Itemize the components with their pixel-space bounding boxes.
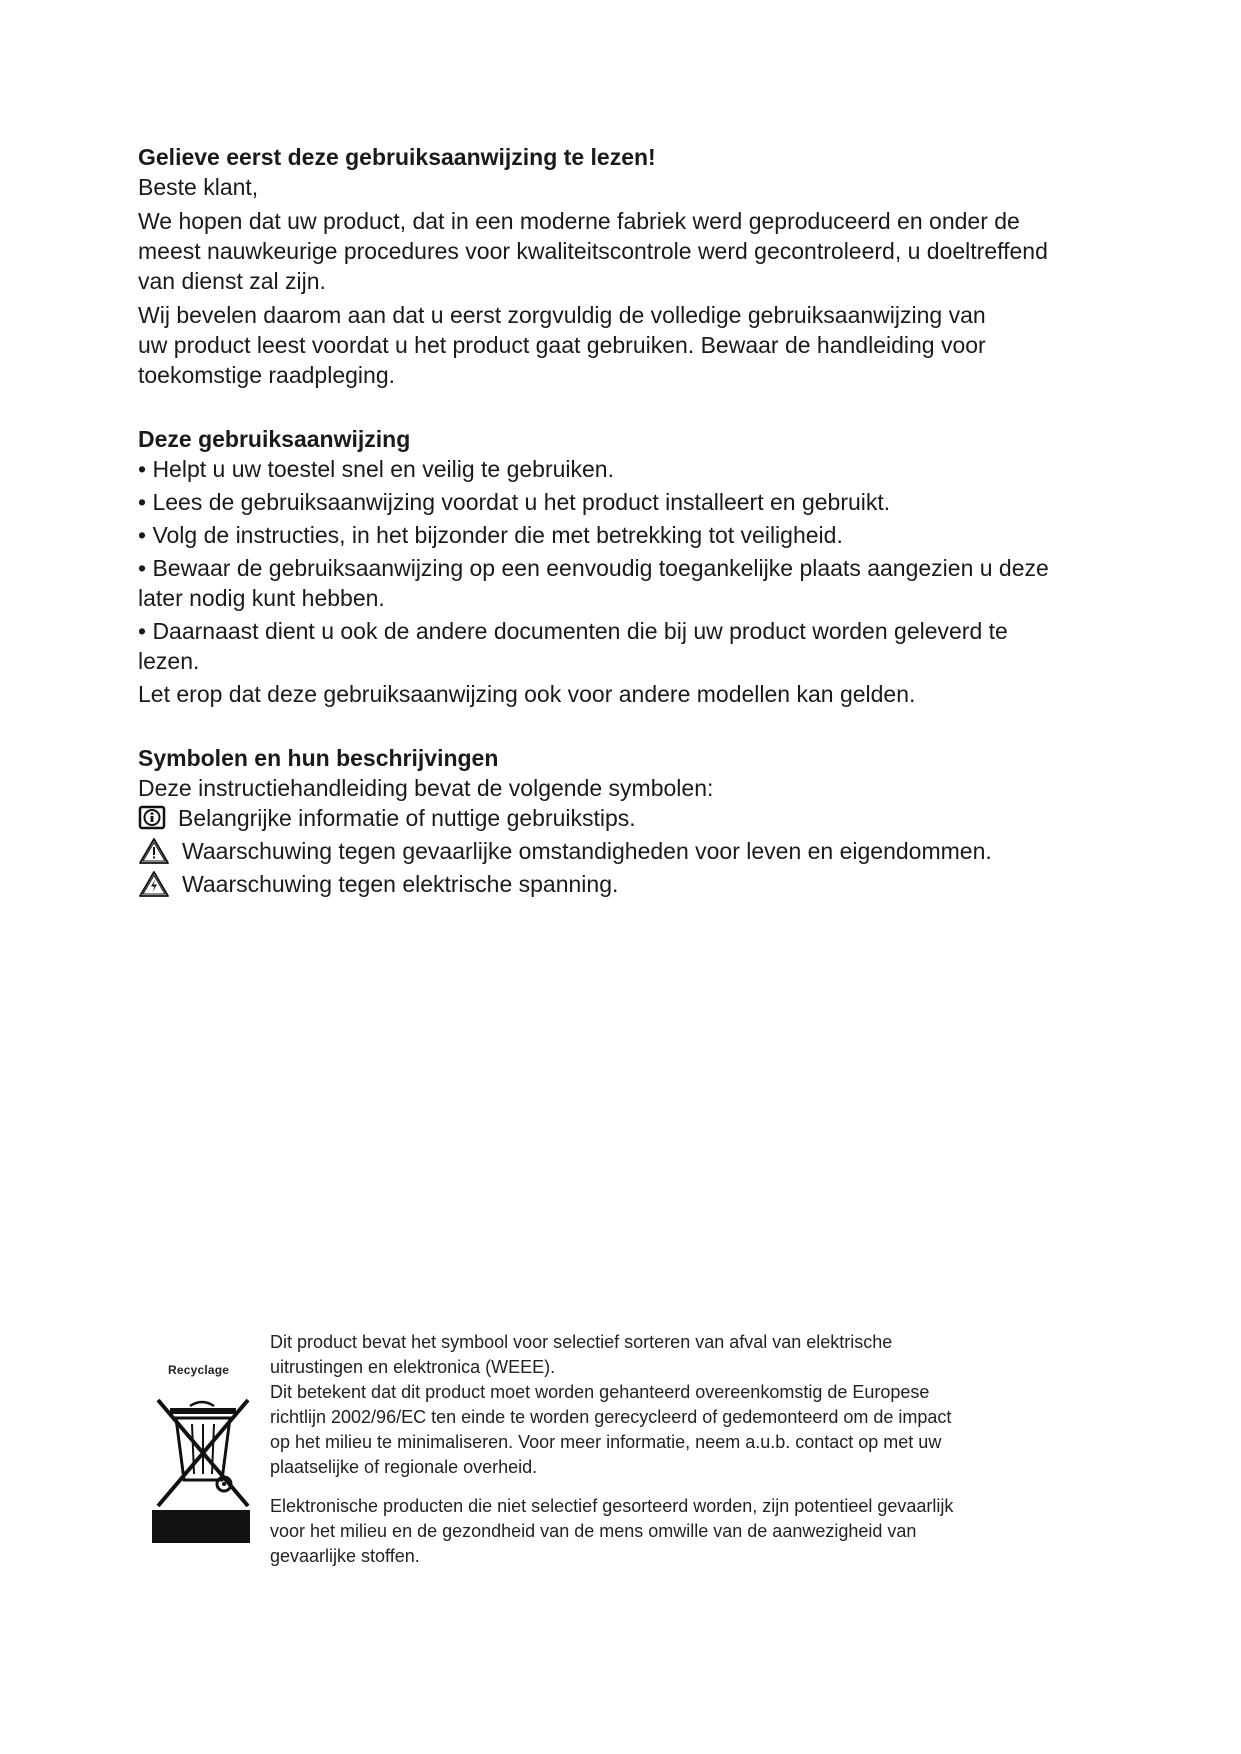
symbol-item-warning: [138, 836, 1118, 866]
recycle-text: [270, 1330, 1100, 1569]
symbol-item-info: [138, 803, 1118, 833]
recycle-section: [150, 1330, 1130, 1590]
text-line: Wij bevelen daarom aan dat u eerst zorgvuldig de volledige gebruiksaanwijzing van: [138, 302, 986, 328]
symbol-text: Waarschuwing tegen elektrische spanning.: [182, 871, 619, 897]
bullet-item: [138, 454, 1118, 484]
symbols-intro: Deze instructiehandleiding bevat de volgende symbolen:: [138, 775, 714, 801]
text-line: gevaarlijke stoffen.: [270, 1546, 420, 1566]
text-line: richtlijn 2002/96/EC ten einde te worden gerecycleerd of gedemonteerd om de impact: [270, 1407, 952, 1427]
text-line: voor het milieu en de gezondheid van de mens omwille van de aanwezigheid van: [270, 1521, 917, 1541]
text-line: later nodig kunt hebben.: [138, 585, 385, 611]
symbol-item-electric: [138, 869, 1118, 899]
main-content: [138, 142, 1118, 902]
manual-section: [138, 424, 1118, 709]
info-icon: [138, 804, 174, 832]
symbols-heading: Symbolen en hun beschrijvingen: [138, 745, 499, 771]
text-line: We hopen dat uw product, dat in een moderne fabriek werd geproduceerd en onder de: [138, 208, 1020, 234]
salutation: Beste klant,: [138, 174, 259, 200]
bullet-item: [138, 553, 1118, 613]
crossed-bin-icon: [150, 1360, 254, 1520]
bullet-item: [138, 487, 1118, 517]
text-line: • Volg de instructies, in het bijzonder die met betrekking tot veiligheid.: [138, 522, 843, 548]
text-line: uitrustingen en elektronica (WEEE).: [270, 1357, 556, 1377]
recycle-paragraph-3: [270, 1494, 1100, 1569]
text-line: meest nauwkeurige procedures voor kwaliteitscontrole werd gecontroleerd, u doeltreffend: [138, 238, 1048, 264]
manual-heading: Deze gebruiksaanwijzing: [138, 426, 411, 452]
bullet-item: [138, 616, 1118, 676]
manual-note: Let erop dat deze gebruiksaanwijzing ook voor andere modellen kan gelden.: [138, 681, 916, 707]
text-line: • Bewaar de gebruiksaanwijzing op een eenvoudig toegankelijke plaats aangezien u deze: [138, 555, 1049, 581]
text-line: uw product leest voordat u het product gaat gebruiken. Bewaar de handleiding voor: [138, 332, 986, 358]
intro-paragraph-1: [138, 206, 1118, 296]
symbols-section: [138, 743, 1118, 899]
text-line: plaatselijke of regionale overheid.: [270, 1457, 538, 1477]
intro-heading: Gelieve eerst deze gebruiksaanwijzing te lezen!: [138, 144, 656, 170]
text-line: Dit product bevat het symbool voor selectief sorteren van afval van elektrische: [270, 1332, 893, 1352]
weee-black-bar: [152, 1510, 250, 1543]
text-line: toekomstige raadpleging.: [138, 362, 395, 388]
text-line: van dienst zal zijn.: [138, 268, 326, 294]
text-line: • Daarnaast dient u ook de andere documenten die bij uw product worden geleverd te: [138, 618, 1008, 644]
symbol-text: Waarschuwing tegen gevaarlijke omstandigheden voor leven en eigendommen.: [182, 838, 992, 864]
bullet-item: [138, 520, 1118, 550]
text-line: Elektronische producten die niet selectief gesorteerd worden, zijn potentieel gevaarlijk: [270, 1496, 954, 1516]
recycle-paragraph-1: [270, 1330, 1100, 1380]
text-line: op het milieu te minimaliseren. Voor meer informatie, neem a.u.b. contact op met uw: [270, 1432, 942, 1452]
text-line: • Helpt u uw toestel snel en veilig te gebruiken.: [138, 456, 614, 482]
symbol-text: Belangrijke informatie of nuttige gebruikstips.: [178, 805, 636, 831]
text-line: • Lees de gebruiksaanwijzing voordat u het product installeert en gebruikt.: [138, 489, 891, 515]
text-line: lezen.: [138, 648, 200, 674]
electric-warning-icon: [138, 870, 174, 898]
intro-paragraph-2: [138, 300, 1118, 390]
recycle-logo-label: Recyclage: [168, 1363, 230, 1377]
recycle-paragraph-2: [270, 1380, 1100, 1480]
warning-icon: [138, 837, 174, 865]
text-line: Dit betekent dat dit product moet worden gehanteerd overeenkomstig de Europese: [270, 1382, 930, 1402]
